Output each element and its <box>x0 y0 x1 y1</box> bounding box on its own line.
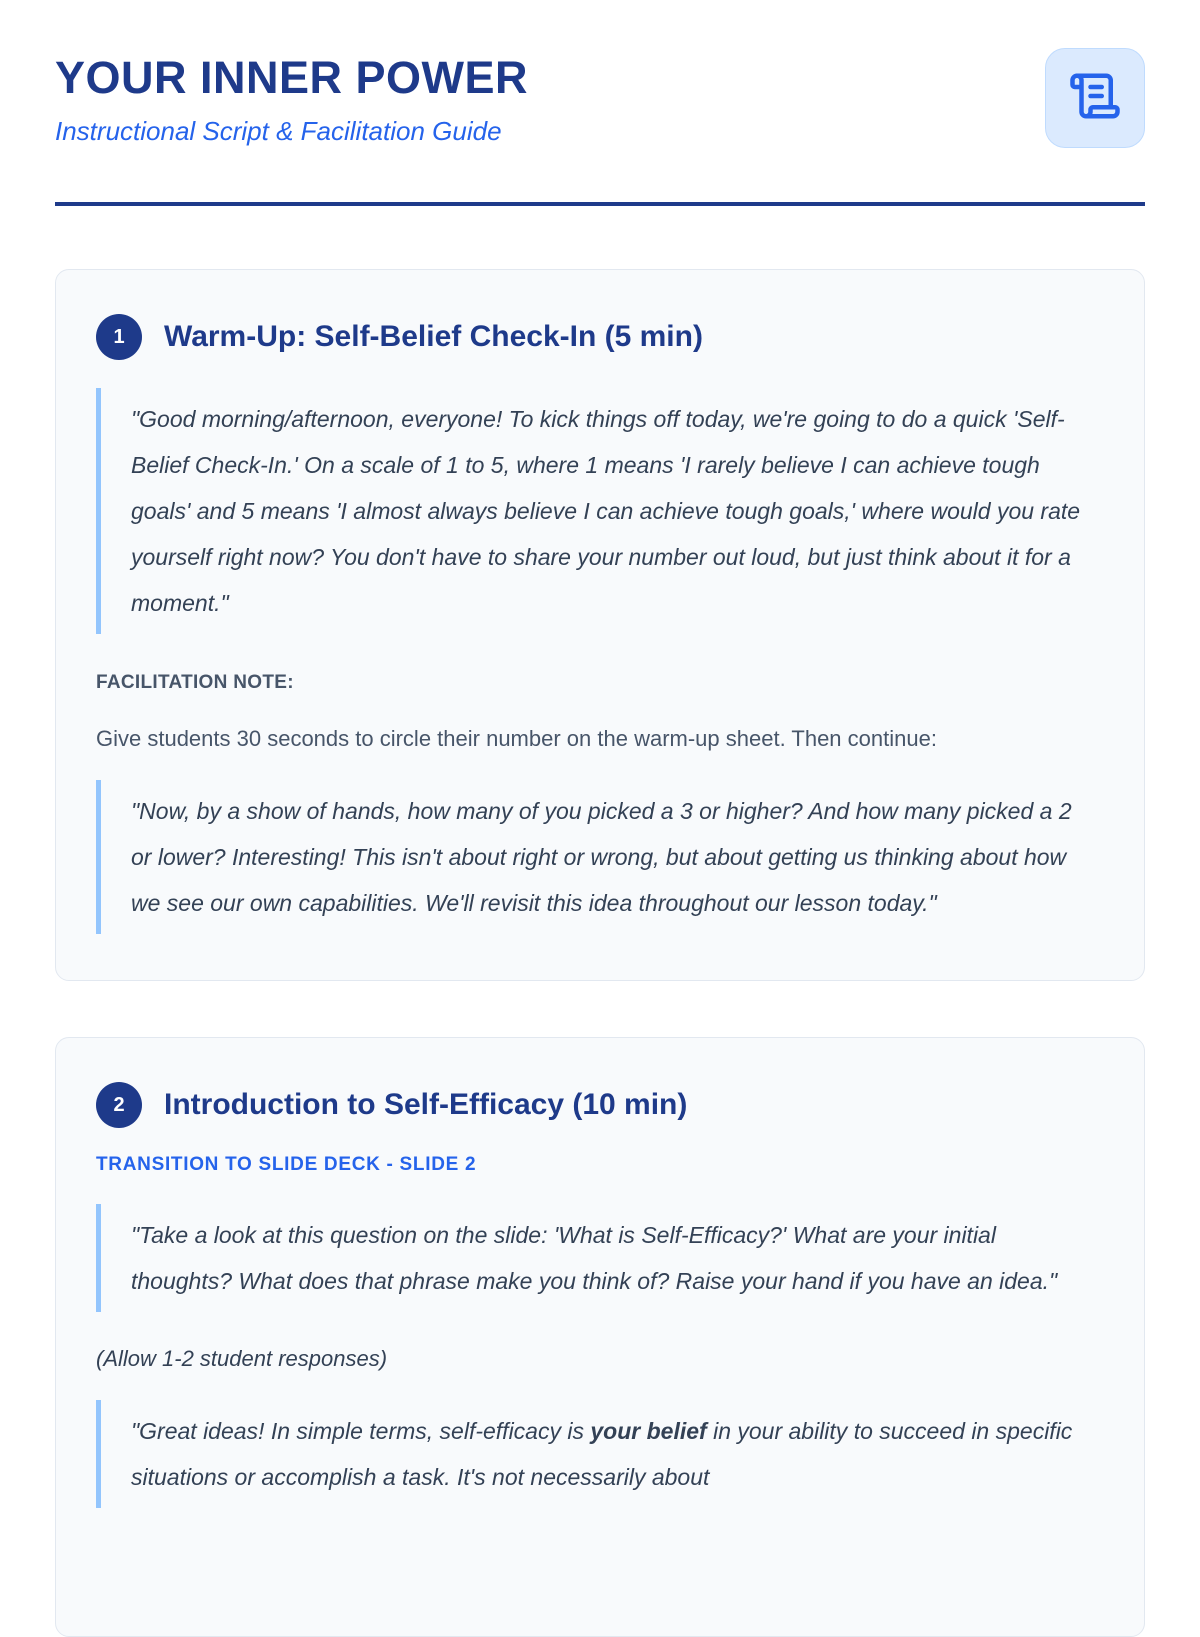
section-1-header <box>96 314 1102 360</box>
section-number-badge: 1 <box>96 314 142 360</box>
header-divider <box>55 202 1145 206</box>
page-subtitle: Instructional Script & Facilitation Guide <box>55 116 502 146</box>
student-response-note: (Allow 1-2 student responses) <box>96 1346 388 1371</box>
script-quote-block <box>96 388 1086 634</box>
page-title: YOUR INNER POWER <box>55 52 529 103</box>
header-titles <box>55 44 528 147</box>
section-number-badge: 2 <box>96 1082 142 1128</box>
section-2-title: Introduction to Self-Efficacy (10 min) <box>164 1088 688 1121</box>
quote-text: "Take a look at this question on the slide: 'What is Self-Efficacy?' What are your initial thoughts? What does that phrase make you think of? Raise your hand if you have an idea." <box>131 1222 1058 1294</box>
quote-text: "Now, by a show of hands, how many of you picked a 3 or higher? And how many picked a 2 or lower? Interesting! This isn't about right or wrong, but about getting us thinking about how we see our own capabilities. We'll revisit this idea throughout our lesson today." <box>131 798 1072 916</box>
section-2-header <box>96 1082 1102 1128</box>
quote-text-post: in your ability to succeed in specific situations or accomplish a task. It's not necessarily about <box>131 1418 1073 1490</box>
section-card-self-efficacy <box>55 1037 1145 1637</box>
header-icon-box <box>1045 48 1145 148</box>
quote-text-pre: "Great ideas! In simple terms, self-efficacy is <box>131 1418 591 1444</box>
page-header <box>55 44 1145 148</box>
quote-text: "Good morning/afternoon, everyone! To kick things off today, we're going to do a quick 'Self-Belief Check-In.' On a scale of 1 to 5, where 1 means 'I rarely believe I can achieve tough goals' and 5 means 'I almost always believe I can achieve tough goals,' where would you rate yourself right now? You don't have to share your number out loud, but just think about it for a moment." <box>131 406 1081 616</box>
facilitation-note-label: FACILITATION NOTE: <box>96 672 294 693</box>
section-1-title: Warm-Up: Self-Belief Check-In (5 min) <box>164 320 703 353</box>
script-quote-block <box>96 1204 1086 1312</box>
script-quote-block <box>96 780 1086 934</box>
quote-text-bold: your belief <box>590 1418 707 1444</box>
section-card-warm-up <box>55 269 1145 981</box>
script-quote-block <box>96 1400 1086 1508</box>
transition-slide-label: TRANSITION TO SLIDE DECK - SLIDE 2 <box>96 1154 477 1175</box>
facilitation-note-text: Give students 30 seconds to circle their number on the warm-up sheet. Then continue: <box>96 726 937 751</box>
scroll-icon <box>1068 69 1122 128</box>
